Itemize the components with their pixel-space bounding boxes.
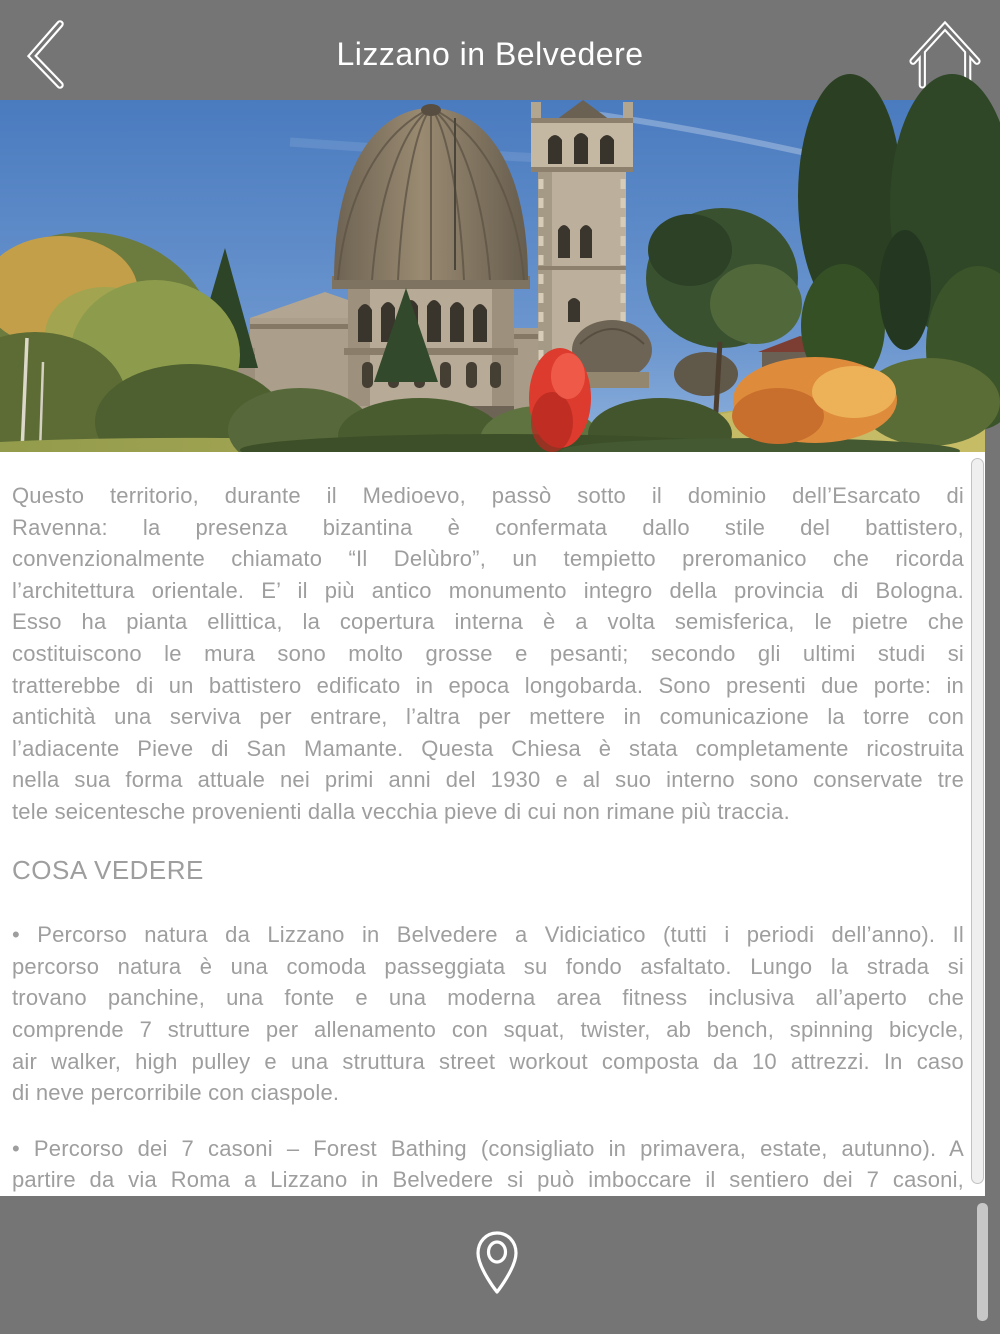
text-line: trovano panchine, una fonte e una moderna area fitness inclusiva all’aperto che [12,985,964,1011]
photo-carousel[interactable] [0,100,985,452]
text-line: l’adiacente Pieve di San Mamante. Questa Chiesa è stata completamente ricostruita [12,735,964,761]
text-line: partire da via Roma a Lizzano in Belvedere si può imboccare il sentiero dei 7 casoni, [12,1167,964,1193]
text-line: percorso natura è una comoda passeggiata su fondo asfaltato. Lungo la strada si [12,953,964,979]
location-pin-icon [475,1230,519,1296]
text-line: tratterebbe di un battistero edificato in epoca longobarda. Sono presenti due porte: in [12,672,964,698]
text-line: air walker, high pulley e una struttura street workout composta da 10 attrezzi. In caso [12,1048,964,1074]
paragraph-history [12,480,964,828]
map-button[interactable] [475,1230,519,1299]
page-title: Lizzano in Belvedere [336,35,644,72]
back-button[interactable] [0,19,90,89]
text-line: di neve percorribile con ciaspole. [12,1080,340,1106]
text-line: convenzionalmente chiamato “Il Delùbro”, un tempietto preromanico che ricorda [12,546,964,572]
text-line: costituiscono le mura sono molto grosse e pesanti; secondo gli ultimi studi si [12,640,964,666]
bullet-percorso-natura [12,919,964,1109]
chevron-left-icon [22,19,68,89]
page-scrollbar[interactable] [977,1203,988,1321]
text-line: • Percorso dei 7 casoni – Forest Bathing (consigliato in primavera, estate, autunno). A [12,1135,964,1161]
section-heading: COSA VEDERE [12,854,204,885]
text-line: • Percorso natura da Lizzano in Belvedere a Vidiciatico (tutti i periodi dell’anno). Il [12,922,964,948]
text-line: Questo territorio, durante il Medioevo, passò sotto il dominio dell’Esarcato di [12,483,964,508]
text-line: nella sua forma attuale nei primi anni del 1930 e al suo interno sono conservate tre [12,767,964,793]
content-scrollbar[interactable] [971,458,984,1184]
text-line: antichità una serviva per entrare, l’altra per mettere in comunicazione la torre con [12,704,964,730]
footer-bar [0,1196,1000,1334]
content-area[interactable] [0,452,985,1196]
text-line: Esso ha pianta ellittica, la copertura interna è a volta semisferica, le pietre che [12,609,964,635]
text-line: l’architettura orientale. E’ il più antico monumento integro della provincia di Bologna. [12,577,964,603]
text-line: comprende 7 strutture per allenamento con squat, twister, ab bench, spinning bicycle, [12,1016,964,1042]
carousel-photo [0,100,985,452]
text-line: tele seicentesche provenienti dalla vecchia pieve di cui non rimane più traccia. [12,798,790,824]
text-line: Ravenna: la presenza bizantina è confermata dallo stile del battistero, [12,514,964,540]
